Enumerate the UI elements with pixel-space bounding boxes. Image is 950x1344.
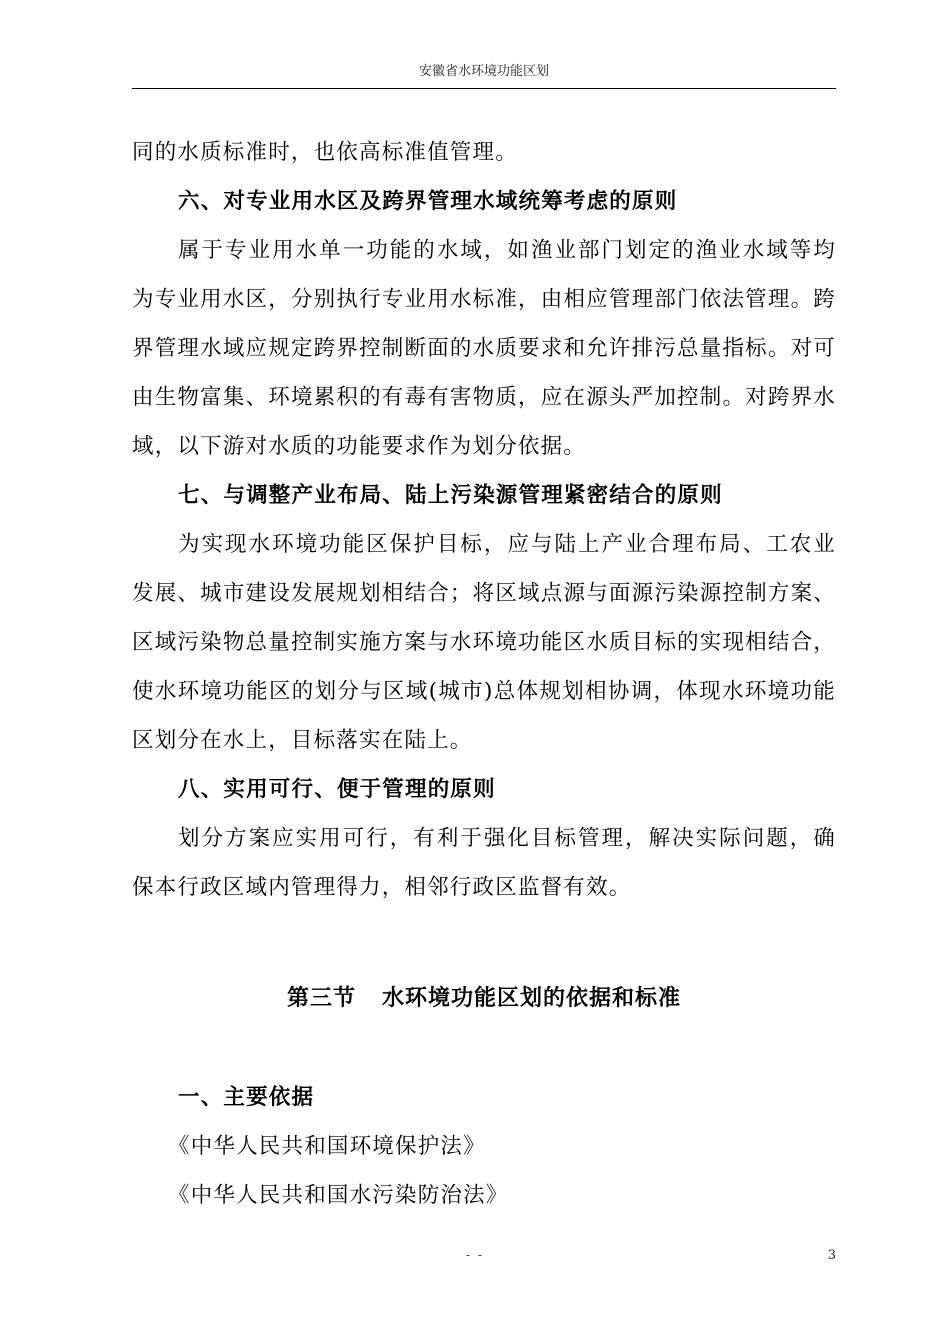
- heading-principle-6: 六、对专业用水区及跨界管理水域统筹考虑的原则: [178, 189, 678, 214]
- section-number: 第三节: [286, 986, 356, 1011]
- section-title: [132, 979, 836, 1019]
- footer-center: - -: [466, 1248, 484, 1262]
- law-item: 《中华人民共和国水污染防治法》: [168, 1183, 509, 1208]
- paragraph-continuation: 同的水质标准时，也依高标准值管理。: [132, 140, 518, 165]
- page-header: [132, 62, 836, 89]
- heading-principle-7: 七、与调整产业布局、陆上污染源管理紧密结合的原则: [178, 483, 723, 508]
- paragraph-principle-6: 属于专业用水单一功能的水域，如渔业部门划定的渔业水域等均为专业用水区，分别执行专业用水标准，由相应管理部门依法管理。跨界管理水域应规定跨界控制断面的水质要求和允许排污总量指标。对可由生物富集、环境累积的有毒有害物质，应在源头严加控制。对跨界水域，以下游对水质的功能要求作为划分依据。: [132, 238, 836, 459]
- header-title: 安徽省水环境功能区划: [418, 64, 549, 79]
- document-body: [132, 128, 836, 912]
- section-name: 水环境功能区划的依据和标准: [382, 986, 682, 1011]
- heading-principle-8: 八、实用可行、便于管理的原则: [178, 777, 496, 802]
- page-number: 3: [827, 1248, 836, 1263]
- basis-block: [132, 1073, 836, 1220]
- law-item: 《中华人民共和国环境保护法》: [168, 1134, 486, 1159]
- paragraph-principle-8: 划分方案应实用可行，有利于强化目标管理，解决实际问题，确保本行政区域内管理得力，相邻行政区监督有效。: [132, 826, 836, 900]
- paragraph-principle-7: 为实现水环境功能区保护目标，应与陆上产业合理布局、工农业发展、城市建设发展规划相结合；将区域点源与面源污染源控制方案、区域污染物总量控制实施方案与水环境功能区水质目标的实现相结合，使水环境功能区的划分与区域(城市)总体规划相协调，体现水环境功能区划分在水上，目标落实在陆上。: [132, 532, 836, 753]
- heading-main-basis: 一、主要依据: [178, 1085, 315, 1110]
